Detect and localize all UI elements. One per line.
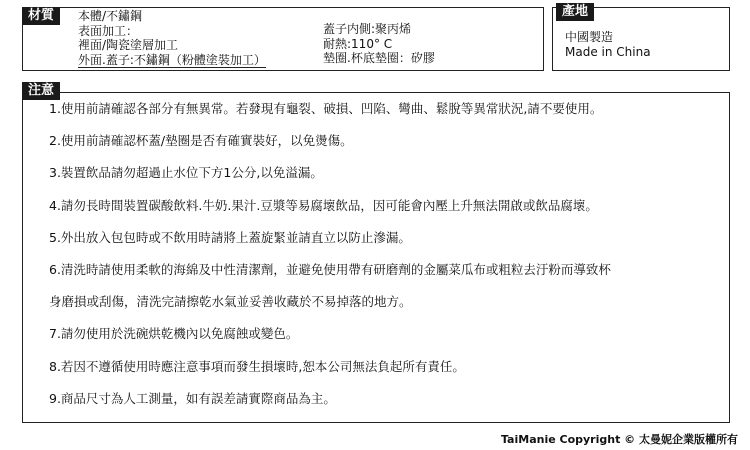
notes-list xyxy=(49,101,729,423)
materials-list-left xyxy=(78,9,266,68)
material-inner: 裡面/陶瓷塗層加工 xyxy=(78,38,179,52)
material-body: 本體/不鏽鋼 xyxy=(78,9,143,23)
note-item: 1.使用前請確認各部分有無異常。若發現有龜裂、破損、凹陷、彎曲、鬆脫等異常狀況,請不要使用。 xyxy=(49,101,603,116)
note-item: 8.若因不遵循使用時應注意事項而發生損壞時,恕本公司無法負起所有責任。 xyxy=(49,358,465,374)
notes-tag: 注意 xyxy=(22,82,60,100)
material-heat-resistance: 耐熱:110° C xyxy=(323,36,393,51)
origin-tag: 產地 xyxy=(556,3,594,21)
note-item: 4.請勿長時間裝置碳酸飲料.牛奶.果汁.豆漿等易腐壞飲品，因可能會內壓上升無法開啟或飲品腐壞。 xyxy=(49,197,598,213)
material-lid-inner: 蓋子内側:聚丙烯 xyxy=(323,22,412,36)
note-item: 6.清洗時請使用柔軟的海綿及中性清潔劑，並避免使用帶有研磨劑的金屬菜瓜布或粗粒去汙粉而導致杯 xyxy=(49,261,611,277)
note-item: 2.使用前請確認杯蓋/墊圈是否有確實裝好，以免燙傷。 xyxy=(49,133,353,149)
materials-list-right xyxy=(323,22,435,66)
note-item: 5.外出放入包包時或不飲用時請將上蓋旋緊並請直立以防止滲漏。 xyxy=(49,229,411,245)
material-gasket: 墊圈.杯底墊圈：矽膠 xyxy=(323,51,435,65)
origin-english: Made in China xyxy=(565,45,651,59)
origin-chinese: 中國製造 xyxy=(565,30,614,44)
materials-tag: 材質 xyxy=(22,7,60,25)
copyright-footer: TaiManie Copyright © 太曼妮企業版權所有 xyxy=(500,433,738,446)
note-item: 3.裝置飲品請勿超過止水位下方1公分,以免溢漏。 xyxy=(49,165,323,181)
note-item: 身磨損或刮傷，清洗完請擦乾水氣並妥善收藏於不易掉落的地方。 xyxy=(49,294,412,310)
materials-box xyxy=(22,7,544,71)
origin-text xyxy=(565,30,651,60)
note-item: 9.商品尺寸為人工測量，如有誤差請實際商品為主。 xyxy=(49,390,336,406)
notes-box xyxy=(22,92,730,423)
note-item: 7.請勿使用於洗碗烘乾機內以免腐蝕或變色。 xyxy=(49,326,299,342)
material-outer: 外面.蓋子:不鏽鋼（粉體塗裝加工） xyxy=(78,52,266,67)
material-surface: 表面加工： xyxy=(78,23,139,38)
